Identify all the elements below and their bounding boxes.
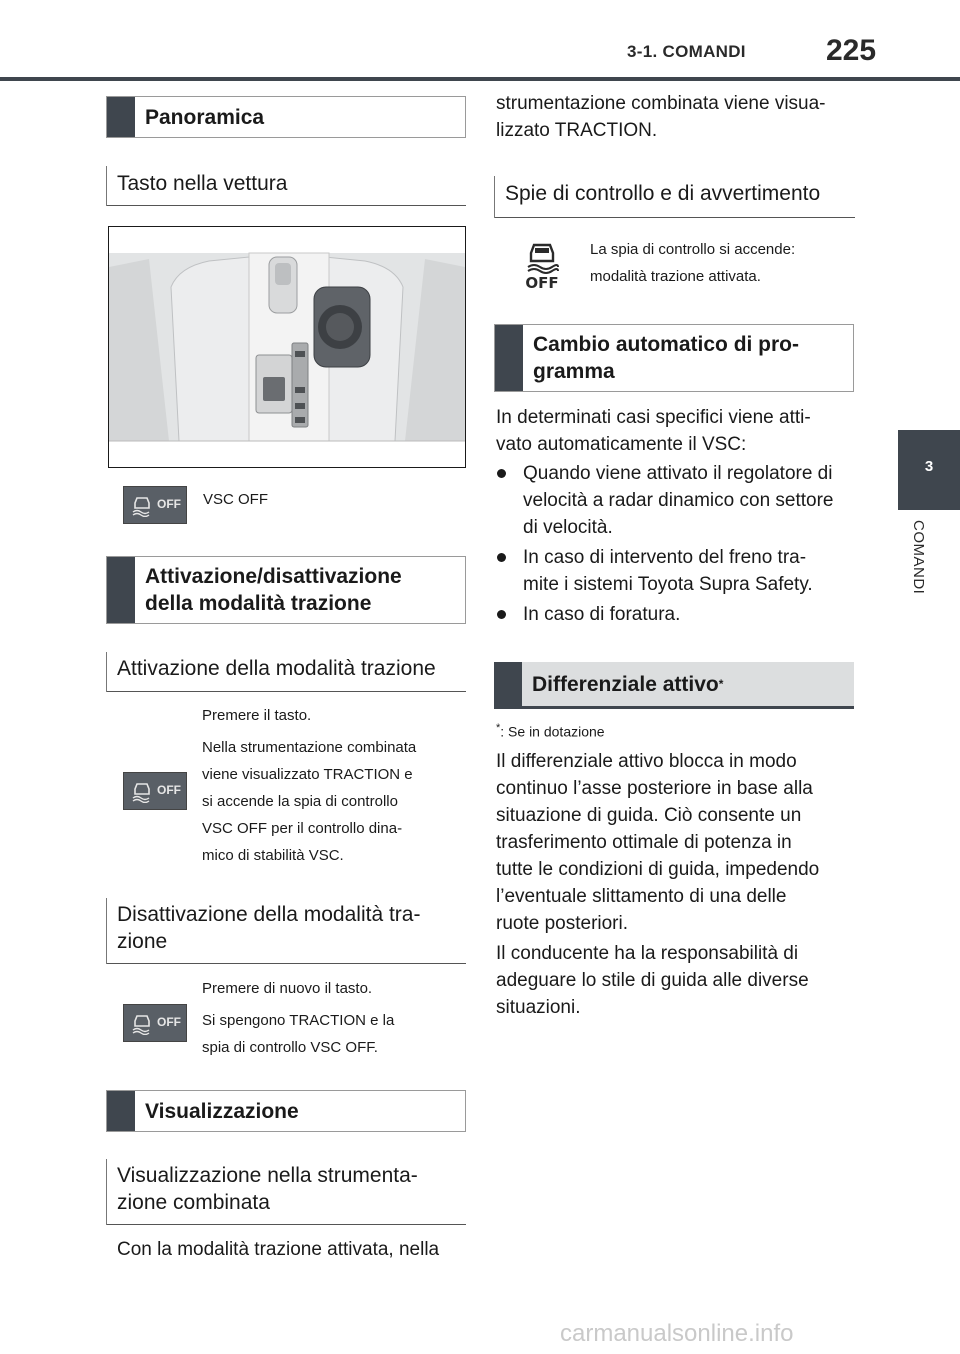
subheading-attivazione: Attivazione della modalità trazione: [106, 652, 466, 692]
heading-visualizzazione: Visualizzazione: [106, 1090, 466, 1132]
page-number: 225: [826, 34, 877, 67]
att-step-2: Nella strumentazione combinata viene visualizzato TRACTION e si accende la spia di controllo VSC OFF per il controllo dina- mico di stabilità VSC.: [202, 739, 417, 864]
footnote: *: Se in dotazione: [496, 722, 605, 740]
subheading-visualizzazione: Visualizzazione nella strumenta- zione combinata: [106, 1159, 466, 1225]
subheading-tasto: Tasto nella vettura: [106, 166, 466, 206]
dis-step-2: Si spengono TRACTION e la spia di controllo VSC OFF.: [202, 1012, 395, 1056]
att-step-1: Premere il tasto.: [202, 707, 312, 724]
vsc-off-icon: OFF: [123, 772, 187, 810]
watermark: carmanualsonline.info: [560, 1320, 794, 1347]
heading-differenziale: Differenziale attivo *: [494, 662, 854, 709]
cambio-text: In determinati casi specifici viene atti- vato automaticamente il VSC:: [496, 407, 811, 455]
diff-text-1: Il differenziale attivo blocca in modo continuo l’asse posteriore in base alla situazione di guida. Ciò consente un trasferimento ottimale di potenza in tutte le condizioni di guida, impedendo l’eventuale slittamento di una delle ruote posteriori.: [496, 751, 820, 934]
vsc-off-icon: OFF: [123, 486, 187, 524]
continued-text: strumentazione combinata viene visua- lizzato TRACTION.: [496, 93, 826, 141]
bullet-item: In caso di foratura.: [497, 601, 857, 628]
visual-text: Con la modalità trazione attivata, nella: [117, 1239, 440, 1260]
traction-warning-icon: [522, 240, 562, 290]
chapter-label: COMANDI: [910, 520, 927, 595]
bullet-item: Quando viene attivato il regolatore di velocità a radar dinamico con settore di velocità.: [497, 460, 857, 541]
header-rule: [0, 77, 960, 81]
svg-text:OFF: OFF: [525, 274, 559, 290]
heading-attivazione: Attivazione/disattivazione della modalità trazione: [106, 556, 466, 624]
subheading-disattivazione: Disattivazione della modalità tra- zione: [106, 898, 466, 964]
dis-step-1: Premere di nuovo il tasto.: [202, 980, 373, 997]
center-console-photo: [108, 226, 466, 468]
bullet-item: In caso di intervento del freno tra- mite i sistemi Toyota Supra Safety.: [497, 544, 857, 598]
subheading-spie: Spie di controllo e di avvertimento: [494, 176, 855, 218]
spie-text: La spia di controllo si accende: modalità trazione attivata.: [590, 241, 796, 285]
vsc-off-icon: OFF: [123, 1004, 187, 1042]
section-title: 3-1. COMANDI: [627, 42, 746, 61]
vsc-off-label: VSC OFF: [203, 491, 269, 508]
diff-text-2: Il conducente ha la responsabilità di adeguare lo stile di guida alle diverse situazioni.: [496, 943, 809, 1018]
chapter-number: 3: [924, 458, 934, 475]
heading-cambio: Cambio automatico di pro- gramma: [494, 324, 854, 392]
heading-panoramica: Panoramica: [106, 96, 466, 138]
